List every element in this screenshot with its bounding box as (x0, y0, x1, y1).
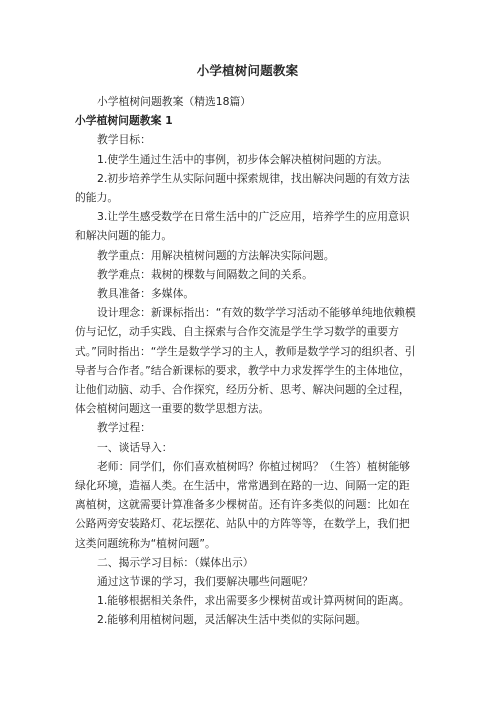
paragraph: 1.使学生通过生活中的事例，初步体会解决植树问题的方法。 (97, 152, 389, 166)
paragraph: 二、揭示学习目标：（媒体出示） (97, 555, 254, 569)
document-subtitle: 小学植树问题教案（精选18篇） (97, 95, 252, 108)
paragraph: 2.初步培养学生从实际问题中探索规律，找出解决问题的有效方法的能力。 (75, 171, 410, 205)
paragraph: 教学重点：用解决植树问题的方法解决实际问题。 (97, 248, 335, 262)
document-title: 小学植树问题教案 (196, 63, 299, 78)
paragraph: 2.能够利用植树问题，灵活解决生活中类似的实际问题。 (97, 613, 367, 627)
paragraph: 一、谈话导入： (97, 440, 173, 454)
paragraph: 1.能够根据相关条件，求出需要多少棵树苗或计算两树间的距离。 (97, 594, 410, 608)
paragraph: 3.让学生感受数学在日常生活中的广泛应用，培养学生的应用意识和解决问题的能力。 (75, 210, 410, 243)
paragraph: 教具准备：多媒体。 (97, 287, 195, 301)
paragraph: 教学难点：栽树的棵数与间隔数之间的关系。 (97, 267, 313, 281)
paragraph: 通过这节课的学习，我们要解决哪些问题呢？ (97, 575, 313, 589)
paragraph: 教学目标： (97, 133, 151, 147)
paragraph: 教学过程： (97, 421, 151, 435)
section-heading: 小学植树问题教案 1 (75, 114, 173, 128)
paragraph: 设计理念：新课标指出：“有效的数学学习活动不能够单纯地依赖模仿与记忆，动手实践、自主探索与合作交流是学生学习数学的重要方式。”同时指出：“学生是数学学习的主人，教师是数学学习的组织者、引导者与合作者。”结合新课标的要求，教学中力求发挥学生的主体地位，让他们动脑、动手、合作探究，经历分析、思考、解决问题的全过程，体会植树问题这一重要的数学思想方法。 (75, 306, 416, 416)
paragraph: 老师：同学们，你们喜欢植树吗？你植过树吗？（生答）植树能够绿化环境，造福人类。在生活中，常常遇到在路的一边、间隔一定的距离植树，这就需要计算准备多少棵树苗。还有许多类似的问题：比如在公路两旁安装路灯、花坛摆花、站队中的方阵等等，在数学上，我们把这类问题统称为“植树问题”。 (75, 459, 411, 550)
